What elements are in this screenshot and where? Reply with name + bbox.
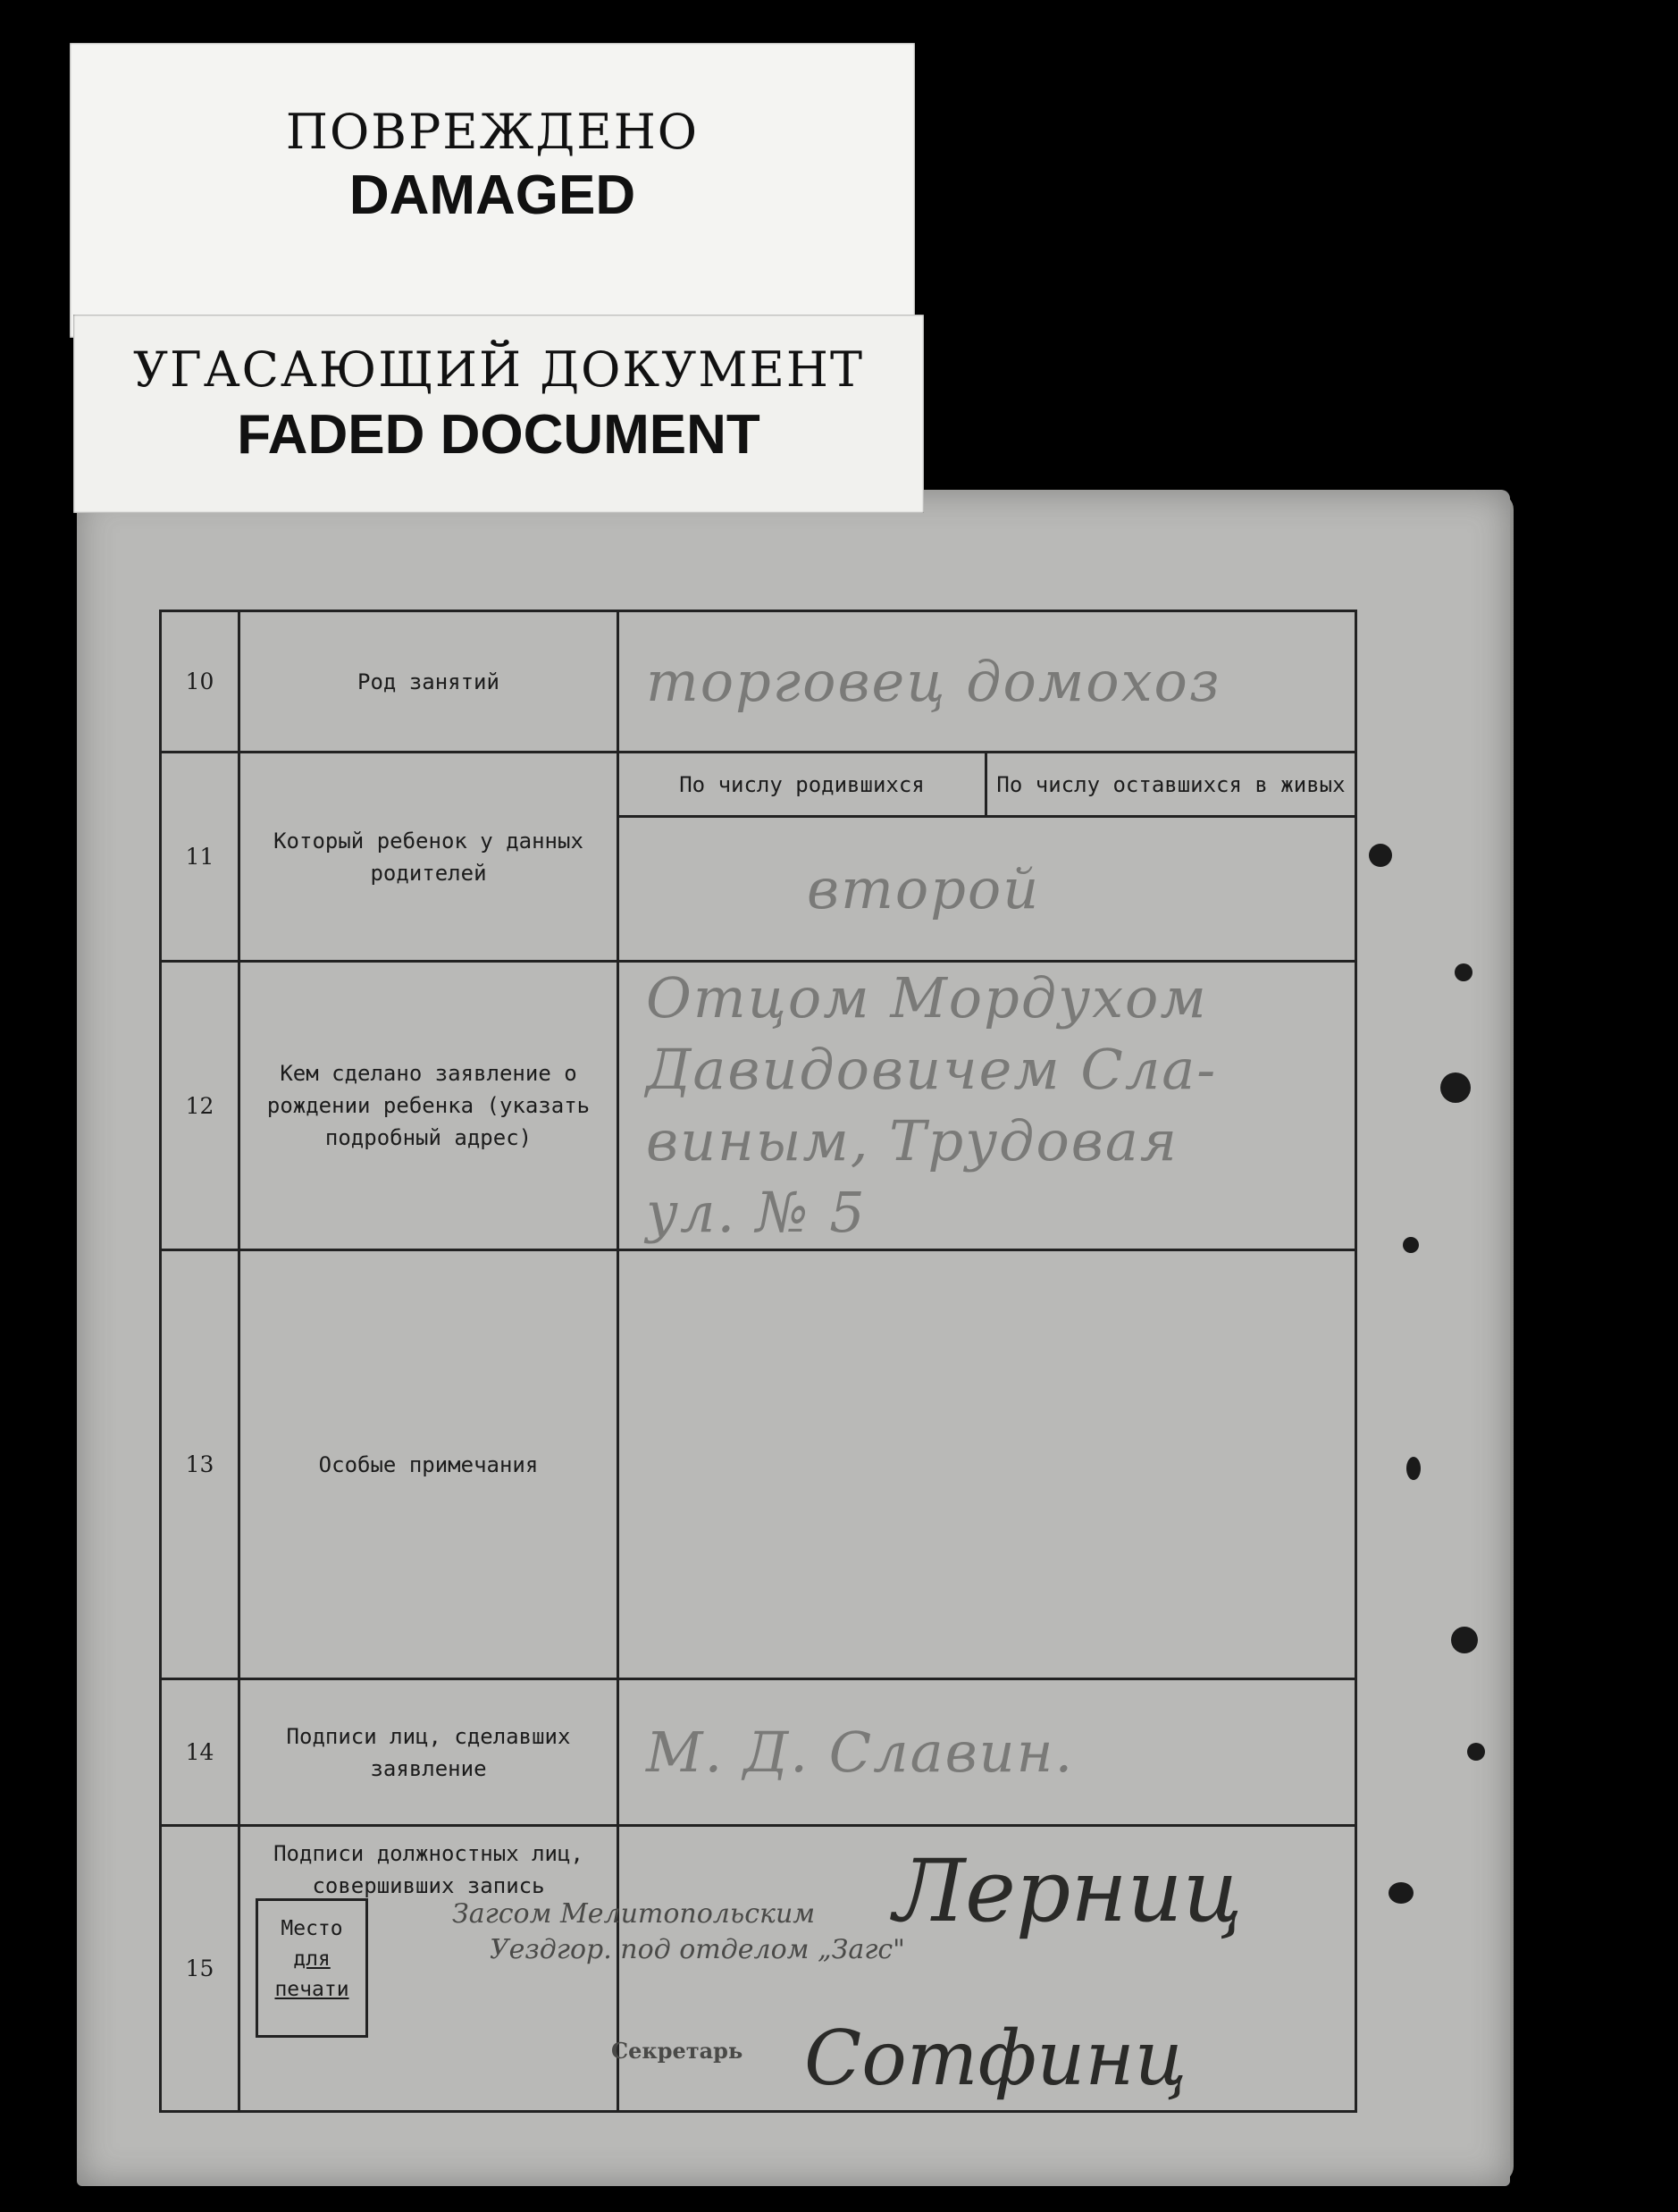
row-number: 13 (161, 1250, 239, 1679)
stamp-secretary: Секретарь (611, 2038, 743, 2064)
handwritten-child-order: второй (807, 855, 1041, 921)
row-number: 12 (161, 962, 239, 1250)
seal-place-line: для (293, 1947, 331, 1971)
row-13 (161, 1250, 1356, 1679)
faded-notice-en: FADED DOCUMENT (237, 404, 760, 466)
head-signature: Лерниц (894, 1841, 1243, 1941)
binding-hole (1440, 1072, 1471, 1103)
seal-place-box (256, 1898, 368, 2038)
row-label: Кем сделано заявление о рождении ребенка (указать подробный адрес) (239, 962, 618, 1250)
notes-value (618, 1250, 1356, 1679)
row-label: Род занятий (239, 611, 618, 753)
damaged-notice-en: DAMAGED (348, 164, 636, 226)
secretary-signature: Сотфинц (804, 2014, 1187, 2102)
binding-hole (1455, 963, 1472, 981)
faded-notice (73, 315, 924, 513)
binding-hole (1467, 1743, 1485, 1761)
faded-notice-ru: УГАСАЮЩИЙ ДОКУМЕНТ (132, 341, 865, 398)
row-label: Который ребенок у данных родителей (239, 753, 618, 962)
row-12 (161, 962, 1356, 1250)
binding-hole (1369, 844, 1392, 867)
handwritten-applicant-line: виным, Трудовая (646, 1108, 1179, 1173)
binding-hole (1403, 1237, 1419, 1253)
damaged-notice-ru: ПОВРЕЖДЕНО (285, 104, 700, 160)
subheader-born: По числу родившихся (618, 753, 986, 817)
handwritten-occupation: торговец домохоз (646, 648, 1221, 714)
binding-hole (1389, 1882, 1414, 1904)
row-11-header (161, 753, 1356, 817)
binding-hole (1451, 1627, 1478, 1653)
binding-hole (1406, 1457, 1421, 1480)
row-label: Подписи должностных лиц, совершивших запись (239, 1826, 618, 2112)
handwritten-applicant-signature: М. Д. Славин. (646, 1719, 1075, 1785)
row-label: Подписи лиц, сделавших заявление (239, 1679, 618, 1826)
handwritten-applicant-line: Отцом Мордухом (646, 965, 1208, 1030)
row-number: 11 (161, 753, 239, 962)
handwritten-applicant-line: Давидовичем Сла- (646, 1037, 1218, 1102)
row-14 (161, 1679, 1356, 1826)
row-10 (161, 611, 1356, 753)
seal-place-line: печати (274, 1978, 349, 2001)
damaged-notice (70, 43, 915, 338)
seal-place-line: Место (281, 1917, 343, 1940)
subheader-alive: По числу оставшихся в живых (986, 753, 1356, 817)
applicant-signature-value (618, 1679, 1356, 1826)
row-label: Особые примечания (239, 1250, 618, 1679)
occupation-value (618, 611, 1356, 753)
stamp-line-2: Уездгор. под отделом „Загс" (490, 1934, 905, 1965)
child-order-value (618, 817, 1356, 962)
row-number: 10 (161, 611, 239, 753)
row-number: 14 (161, 1679, 239, 1826)
handwritten-applicant-line: ул. № 5 (646, 1180, 867, 1245)
row-number: 15 (161, 1826, 239, 2112)
stamp-line-1: Загсом Мелитопольским (452, 1898, 816, 1930)
applicant-value (618, 962, 1356, 1250)
